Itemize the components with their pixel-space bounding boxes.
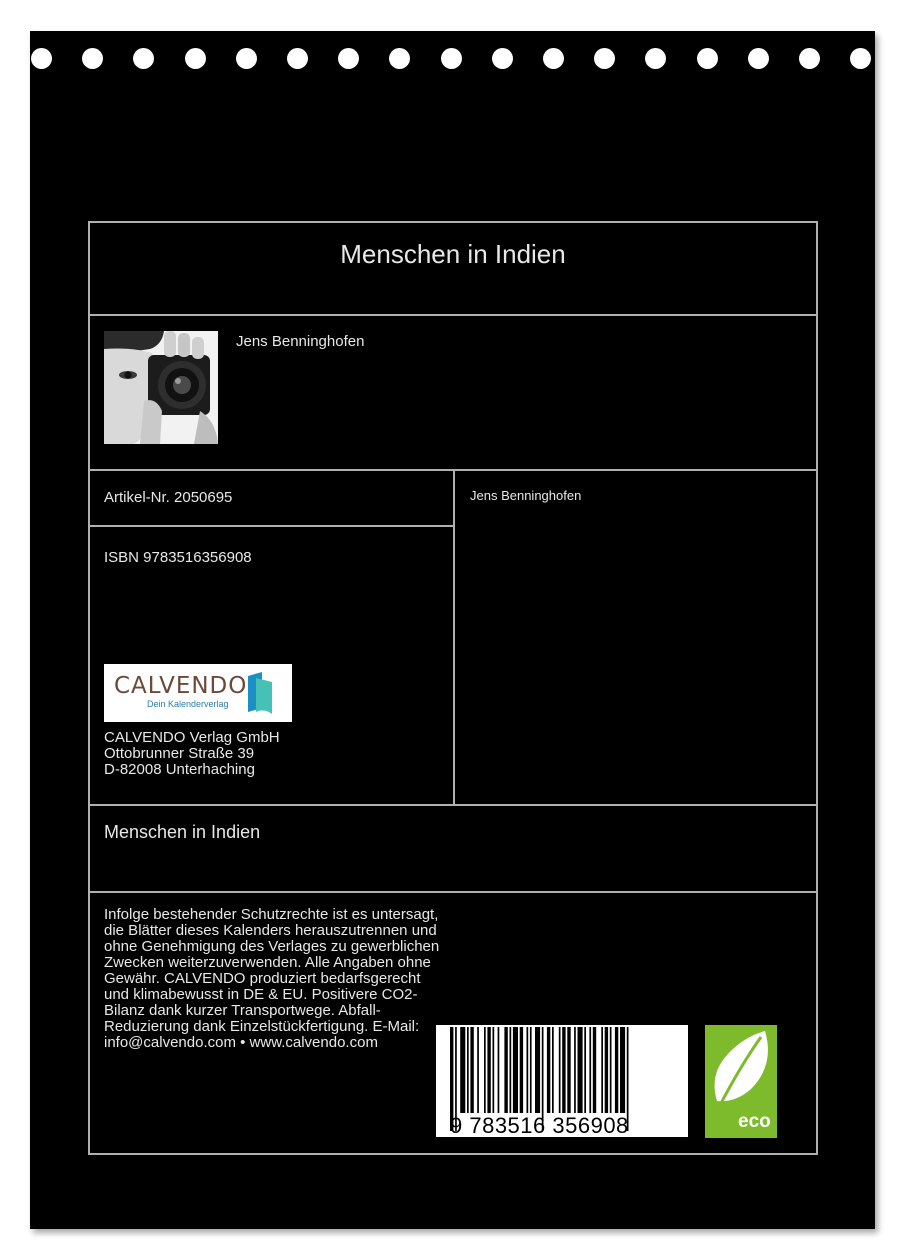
author-credit: Jens Benninghofen xyxy=(470,488,582,503)
frame-border-bottom xyxy=(88,1153,818,1155)
publisher-address xyxy=(104,730,280,778)
barcode-bar xyxy=(484,1027,486,1113)
binding-hole xyxy=(441,48,462,69)
calendar-subtitle: Menschen in Indien xyxy=(104,822,261,842)
frame-border-right xyxy=(816,221,818,1155)
logo-tagline: Dein Kalenderverlag xyxy=(147,699,229,709)
divider-article xyxy=(88,525,454,527)
barcode-bar xyxy=(552,1027,554,1113)
barcode-bar xyxy=(601,1027,603,1113)
divider-publisher xyxy=(88,804,818,806)
calendar-title: Menschen in Indien xyxy=(340,239,566,269)
barcode-bar xyxy=(535,1027,540,1113)
barcode-bar xyxy=(593,1027,596,1113)
article-number: Artikel-Nr. 2050695 xyxy=(104,489,233,506)
barcode-bar xyxy=(504,1027,507,1113)
barcode-bar xyxy=(578,1027,583,1113)
barcode-bar xyxy=(615,1027,618,1113)
binding-hole xyxy=(236,48,257,69)
divider-subtitle xyxy=(88,891,818,893)
barcode-bar xyxy=(520,1027,523,1113)
binding-hole xyxy=(799,48,820,69)
barcode-bar xyxy=(467,1027,469,1113)
barcode-bar xyxy=(510,1027,512,1113)
barcode xyxy=(436,1025,688,1137)
barcode-bar xyxy=(562,1027,565,1113)
eco-badge xyxy=(705,1025,777,1138)
barcode-bar xyxy=(547,1027,550,1113)
frame-border-top xyxy=(88,221,818,223)
barcode-bar xyxy=(610,1027,612,1113)
isbn-number: ISBN 9783516356908 xyxy=(104,549,252,566)
calvendo-logo xyxy=(104,664,292,722)
barcode-bar xyxy=(498,1027,500,1113)
binding-hole xyxy=(697,48,718,69)
barcode-bar xyxy=(527,1027,529,1113)
frame-border-left xyxy=(88,221,90,1155)
binding-hole xyxy=(492,48,513,69)
author-photo xyxy=(104,331,218,444)
barcode-digits: 9 783516 356908 xyxy=(450,1113,629,1138)
binding-hole xyxy=(31,48,52,69)
binding-hole xyxy=(287,48,308,69)
barcode-bar xyxy=(460,1027,465,1113)
address-line: CALVENDO Verlag GmbH xyxy=(104,729,280,746)
logo-wordmark: CALVENDO xyxy=(114,673,248,699)
binding-hole xyxy=(185,48,206,69)
barcode-bar xyxy=(477,1027,479,1113)
barcode-bar xyxy=(493,1027,495,1113)
leaf-icon xyxy=(705,1025,777,1115)
barcode-bar xyxy=(470,1027,473,1113)
barcode-bar xyxy=(605,1027,608,1113)
barcode-bar xyxy=(487,1027,490,1113)
address-line: Ottobrunner Straße 39 xyxy=(104,745,255,762)
barcode-bar xyxy=(567,1027,570,1113)
binding-hole xyxy=(748,48,769,69)
author-name: Jens Benninghofen xyxy=(236,333,365,350)
barcode-bar xyxy=(530,1027,532,1113)
binding-hole xyxy=(543,48,564,69)
barcode-bar xyxy=(513,1027,518,1113)
address-line: D-82008 Unterhaching xyxy=(104,761,255,778)
legal-notice: Infolge bestehender Schutzrechte ist es untersagt, die Blätter dieses Kalenders herauszutrennen und ohne Genehmigung des Verlages zu gewerblichen Zwecken weiterzuverwenden. Alle Angaben ohne Gewähr. CALVENDO produziert bedarfsgerecht und klimabewusst in DE & EU. Positivere CO2-Bilanz dank kurzer Transportwege. Abfall-Reduzierung dank Einzelstückfertigung. E-Mail: info@calvendo.com • www.calvendo.com xyxy=(104,906,440,1051)
eco-label: eco xyxy=(738,1111,771,1132)
barcode-bar xyxy=(559,1027,561,1113)
barcode-bar xyxy=(589,1027,591,1113)
barcode-bar xyxy=(620,1027,625,1113)
logo-page-icon xyxy=(246,672,274,714)
barcode-bar xyxy=(584,1027,586,1113)
barcode-bar xyxy=(574,1027,576,1113)
divider-vertical xyxy=(453,469,455,805)
divider-title xyxy=(88,314,818,316)
